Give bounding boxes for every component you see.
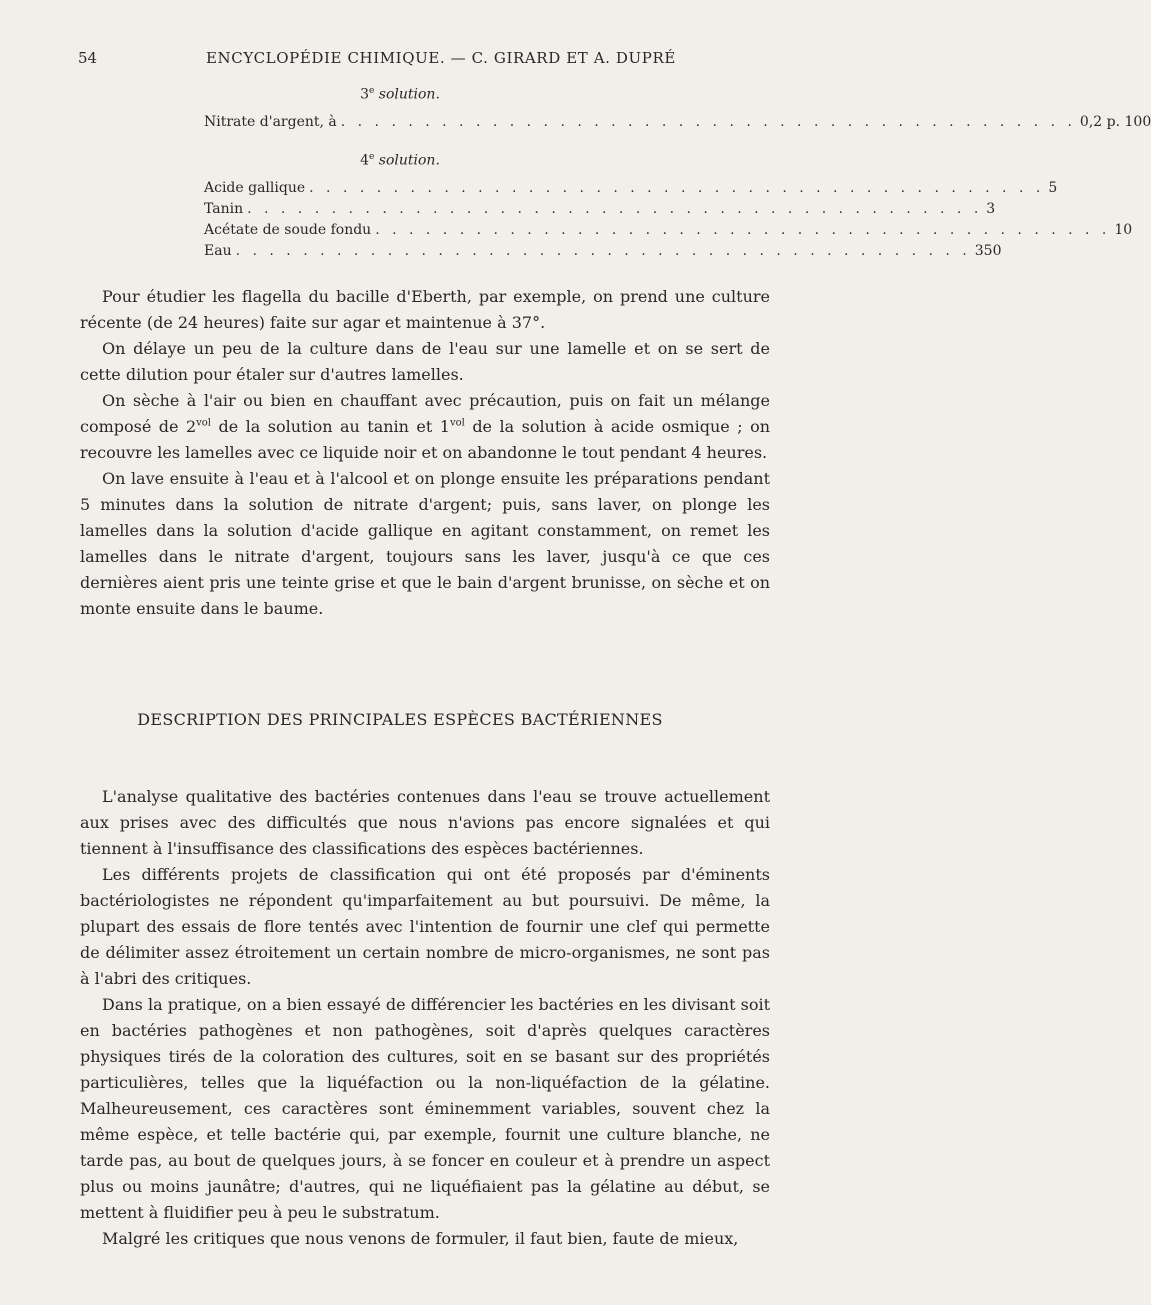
solution-3-heading: [0, 86, 800, 103]
recipe-line: [204, 180, 1058, 200]
paragraph: On lave ensuite à l'eau et à l'alcool et on plonge ensuite les préparations pendant 5 minutes dans la solution de nitrate d'argent; puis, sans laver, on plonge les lamelles dans la solution d'acide gallique en agitant constamment, on remet les lamelles dans le nitrate d'argent, toujours sans les laver, jusqu'à ce que ces dernières aient pris une teinte grise et que le bain d'argent brunisse, on sèche et on monte ensuite dans le baume.: [80, 469, 770, 618]
ingredient-value: 5: [1048, 180, 1058, 196]
ingredient-name: Acétate de soude fondu: [204, 222, 372, 238]
recipe-line: [204, 222, 1133, 242]
paragraph: Malgré les critiques que nous venons de formuler, il faut bien, faute de mieux,: [102, 1229, 739, 1248]
superscript: vol: [449, 417, 465, 429]
paragraph: On délaye un peu de la culture dans de l'eau sur une lamelle et on se sert de cette dilution pour étaler sur d'autres lamelles.: [80, 339, 770, 384]
body-text-lower: [80, 784, 770, 1252]
leader-dots: . . . . . . . . . . . . . . . . . . . . . . . . . . . . . . . . . . . . . . . . . . . .: [309, 180, 1045, 196]
solution-3-sup: e: [369, 86, 375, 96]
section-title: DESCRIPTION DES PRINCIPALES ESPÈCES BACTÉRIENNES: [137, 710, 663, 729]
paragraph: Les différents projets de classification qui ont été proposés par d'éminents bactériologistes ne répondent qu'imparfaitement au but poursuivi. De même, la plupart des essais de flore tentés avec l'intention de fournir une clef qui permette de délimiter assez étroitement un certain nombre de micro-organismes, ne sont pas à l'abri des critiques.: [80, 865, 770, 988]
solution-3-label: solution.: [378, 86, 440, 103]
ingredient-value: 10: [1114, 222, 1133, 238]
superscript: vol: [196, 417, 212, 429]
recipe-line: [204, 243, 1002, 263]
leader-dots: . . . . . . . . . . . . . . . . . . . . . . . . . . . . . . . . . . . . . . . . . . . .: [235, 243, 971, 259]
paragraph: [80, 388, 770, 466]
paragraph-text: de la solution à acide osmique ; on recouvre les lamelles avec ce liquide noir et on abandonne le tout pendant 4 heures.: [80, 417, 771, 462]
leader-dots: . . . . . . . . . . . . . . . . . . . . . . . . . . . . . . . . . . . . . . . . . . . .: [375, 222, 1111, 238]
paragraph: L'analyse qualitative des bactéries contenues dans l'eau se trouve actuellement aux prises avec des difficultés que nous n'avions pas encore signalées et qui tiennent à l'insuffisance des classifications des espèces bactériennes.: [80, 787, 770, 858]
paragraph: Dans la pratique, on a bien essayé de différencier les bactéries en les divisant soit en bactéries pathogènes et non pathogènes, soit d'après quelques caractères physiques tirés de la coloration des cultures, soit en se basant sur des propriétés particulières, telles que la liquéfaction ou la non-liquéfaction de la gélatine. Malheureusement, ces caractères sont éminemment variables, souvent chez la même espèce, et telle bactérie qui, par exemple, fournit une culture blanche, ne tarde pas, au bout de quelques jours, à se foncer en couleur et à prendre un aspect plus ou moins jaunâtre; d'autres, qui ne liquéfiaient pas la gélatine au début, se mettent à fluidifier peu à peu le substratum.: [80, 995, 770, 1222]
solution-4-number: 4: [360, 152, 370, 169]
ingredient-name: Tanin: [204, 201, 244, 217]
ingredient-value: 3: [986, 201, 996, 217]
ingredient-name: Acide gallique: [204, 180, 306, 196]
body-text-upper: [80, 284, 770, 622]
ingredient-name: Nitrate d'argent, à: [204, 114, 337, 130]
ingredient-value: 0,2 p. 100: [1079, 114, 1151, 130]
solution-3-number: 3: [360, 86, 370, 103]
recipe-line: [204, 114, 1151, 134]
ingredient-name: Eau: [204, 243, 232, 259]
solution-4-heading: [0, 152, 800, 169]
page-number: 54: [78, 49, 98, 67]
leader-dots: . . . . . . . . . . . . . . . . . . . . . . . . . . . . . . . . . . . . . . . . . . . .: [247, 201, 983, 217]
running-header: [78, 49, 758, 71]
solution-4-label: solution.: [378, 152, 440, 169]
paragraph: Pour étudier les flagella du bacille d'Eberth, par exemple, on prend une culture récente (de 24 heures) faite sur agar et maintenue à 37°.: [80, 287, 770, 332]
recipe-line: [204, 201, 996, 221]
paragraph-text: de la solution au tanin et 1: [211, 417, 450, 436]
solution-4-sup: e: [369, 152, 375, 162]
ingredient-value: 350: [974, 243, 1002, 259]
paragraph-text: On sèche à l'air ou bien en chauffant avec précaution, puis on fait un mélange composé de 2: [80, 391, 770, 436]
running-title: ENCYCLOPÉDIE CHIMIQUE. — C. GIRARD ET A. DUPRÉ: [206, 49, 676, 67]
leader-dots: . . . . . . . . . . . . . . . . . . . . . . . . . . . . . . . . . . . . . . . . . . . .: [340, 114, 1076, 130]
